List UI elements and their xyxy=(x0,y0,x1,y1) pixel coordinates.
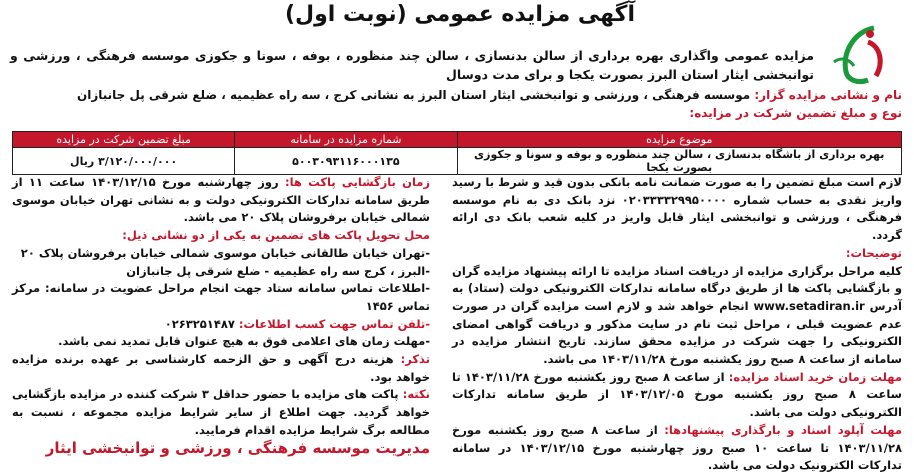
explanations-label: توضیحات: xyxy=(845,245,902,260)
address-tehran: -تهران خیابان طالقانی خیابان موسوی شمالی خیابان برفروشان پلاک ۲۰ xyxy=(20,245,430,260)
note2-label: نکته: xyxy=(402,387,430,402)
address-alborz: -البرز ، کرج سه راه عظیمیه - ضلع شرقی پل جانبازان xyxy=(126,263,430,278)
upload-deadline-text: از ساعت ۸ صبح روز یکشنبه مورخ ۱۴۰۳/۱۱/۲۸ تا ساعت ۱۰ صبح روز چهارشنبه مورخ ۱۴۰۳/۱۲/۱۵ در سامانه تدارکات الکترونیک دولت می باشد. xyxy=(452,422,903,473)
explanations-text: کلیه مراحل برگزاری مزایده از دریافت اسناد مزایده تا ارائه پیشنهاد مزایده گران و بازگشایی پاکت ها از طریق درگاه سامانه تدارکات الکترونیکی دولت (ستاد) به آدرس www.setadiran.ir انجام خواهد شد و لازم است مزایده گران در صورت عدم عضویت قبلی ، مراحل ثبت نام در سایت مذکور و دریافت گواهی امضای الکترونیکی را جهت شرکت در مزایده محقق سازند. تاریخ انتشار مزایده در سامانه از ساعت ۸ صبح روز یکشنبه مورخ ۱۴۰۳/۱۱/۲۸ می باشد. xyxy=(452,263,902,367)
left-column xyxy=(12,174,430,457)
right-column xyxy=(452,174,902,475)
table-header-row xyxy=(13,132,902,148)
opening-label: زمان بازگشایی پاکت ها: xyxy=(284,175,430,189)
cell-deposit: ۳/۱۲۰/۰۰۰/۰۰۰ ریال xyxy=(13,148,235,175)
cell-subject: بهره برداری از باشگاه بدنسازی ، سالن چند منظوره و بوفه و سونا و جکوزی بصورت یکجا xyxy=(457,148,902,175)
delivery-label: محل تحویل پاکت های تضمین به یکی از دو نشانی ذیل: xyxy=(122,228,430,243)
buy-deadline-label: مهلت زمان خرید اسناد مزایده: xyxy=(728,369,903,384)
page-title: آگهی مزایده عمومی (نوبت اول) xyxy=(284,2,636,27)
intro-text: مزایده عمومی واگذاری بهره برداری از سالن بدنسازی ، سالن چند منظوره ، بوفه ، سونا و جکوزی موسسه فرهنگی ، ورزشی و توانبخشی ایثار استان البرز بصورت یکجا و برای مدت دوسال xyxy=(10,48,814,82)
buy-deadline-text: از ساعت ۸ صبح روز یکشنبه مورخ ۱۴۰۳/۱۱/۲۸ تا ساعت ۸ صبح روز یکشنبه مورخ ۱۴۰۳/۱۲/۰۵ از طریق سامانه تدارکات الکترونیکی دولت می باشد. xyxy=(452,369,902,420)
upload-deadline-label: مهلت آپلود اسناد و بارگذاری پیشنهادها: xyxy=(664,422,903,437)
header-subject: موضوع مزایده xyxy=(457,132,902,148)
header-deposit: مبلغ تضمین شرکت در مزایده xyxy=(13,132,235,148)
phone-label: -تلفن تماس جهت کسب اطلاعات: xyxy=(238,316,430,331)
auction-table xyxy=(12,131,902,175)
deposit-text: لازم است مبلغ تضمین را به صورت ضمانت نامه بانکی بدون قید و شرط با رسید واریز نقدی به حساب شماره ۰۲۰۳۳۳۳۲۹۹۵۰۰۰۰ نزد بانک دی به نام موسسه فرهنگی ، ورزشی و توانبخشی ایثار قابل واریز در کلیه شعب بانک دی ارائه گردد. xyxy=(452,175,902,243)
phone-value: ۰۲۶۳۲۵۱۴۸۷ xyxy=(164,316,239,331)
deposit-heading: نوع و مبلغ تضمین شرکت در مزایده: xyxy=(689,106,902,120)
table-row xyxy=(13,148,902,175)
note1-label: تذکر: xyxy=(400,352,430,367)
note1-text: هزینه درج آگهی و حق الزحمه کارشناسی بر عهده برنده مزایده خواهد بود. xyxy=(12,352,430,384)
organizer-value: موسسه فرهنگی ، ورزشی و توانبخشی ایثار استان البرز به نشانی کرج ، سه راه عظیمیه ، ضلع شرقی پل جانبازان xyxy=(77,88,751,102)
organizer-label: نام و نشانی مزایده گزار: xyxy=(754,88,902,102)
note2-text: پاکت های مزایده با حضور حداقل ۳ شرکت کننده در مزایده بازگشایی خواهد گردید. جهت اطلاع از سایر شرایط مزایده مجموعه ، نسبت به مطالعه برگ شرایط مزایده اقدام فرمایید. xyxy=(12,387,430,437)
header-number: شماره مزایده در سامانه xyxy=(235,132,457,148)
organizer-block xyxy=(10,86,902,122)
deadline-note: -مهلت زمان های اعلامی فوق به هیچ عنوان قابل تمدید نمی باشد. xyxy=(58,334,430,349)
logo-emblem xyxy=(824,22,896,86)
opening-text: روز چهارشنبه مورخ ۱۴۰۳/۱۲/۱۵ ساعت ۱۱ از طریق سامانه تدارکات الکترونیکی دولت و به نشانی تهران خیابان موسوی شمالی خیابان برفروشان پلاک ۲۰ می باشد. xyxy=(12,175,430,225)
setad-contact: -اطلاعات تماس سامانه ستاد جهت انجام مراحل عضویت در سامانه: مرکز تماس ۱۴۵۶ xyxy=(12,281,430,313)
cell-number: ۵۰۰۳۰۹۳۱۱۶۰۰۰۱۳۵ xyxy=(235,148,457,175)
signature: مدیریت موسسه فرهنگی ، ورزشی و توانبخشی ایثار xyxy=(45,438,430,457)
